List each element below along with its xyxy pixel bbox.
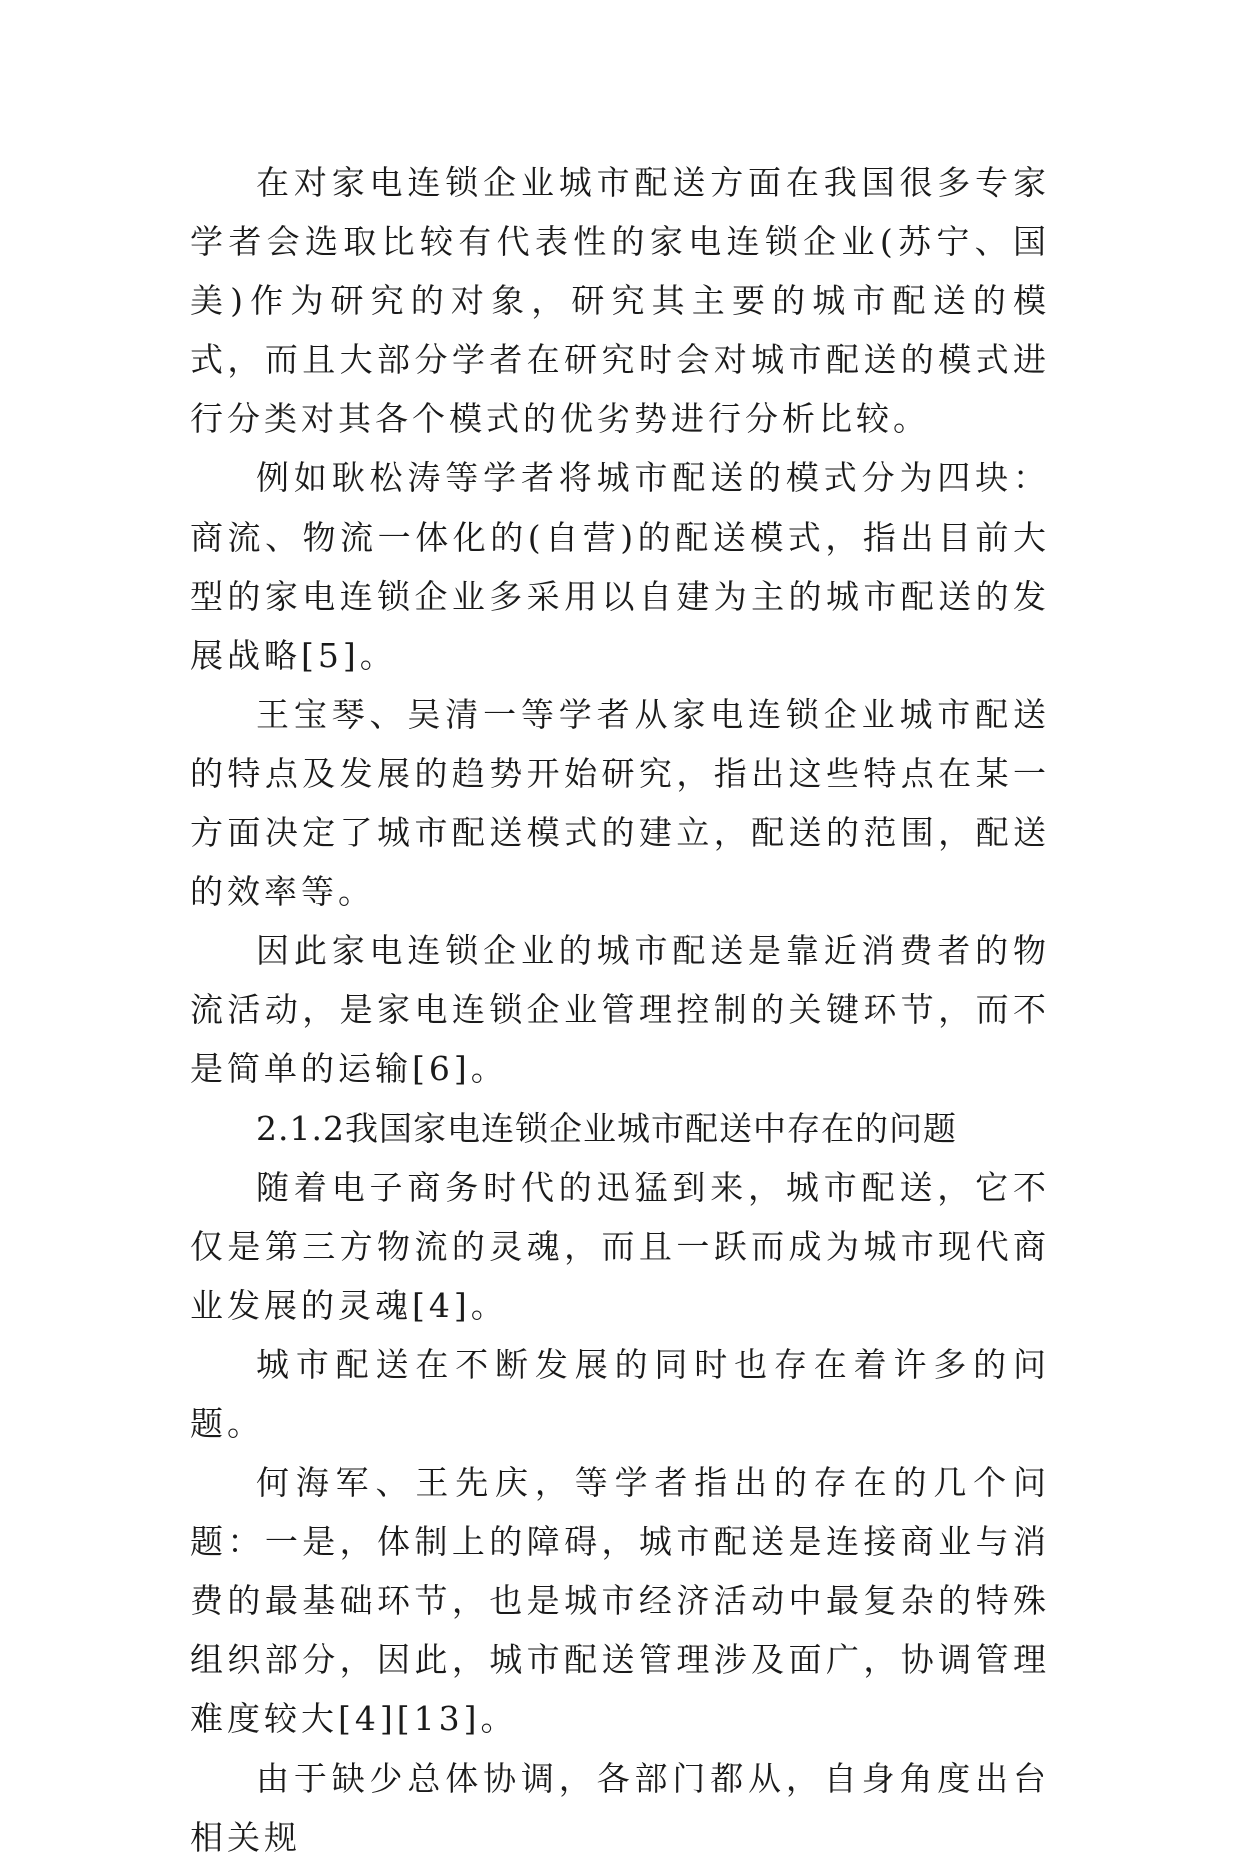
paragraph: 王宝琴、吴清一等学者从家电连锁企业城市配送的特点及发展的趋势开始研究，指出这些特点在某一方面决定了城市配送模式的建立，配送的范围，配送的效率等。 <box>190 694 1050 912</box>
paragraph: 城市配送在不断发展的同时也存在着许多的问题。 <box>190 1344 1050 1443</box>
paragraph: 因此家电连锁企业的城市配送是靠近消费者的物流活动，是家电连锁企业管理控制的关键环节，而不是简单的运输[6]。 <box>190 931 1050 1089</box>
document-body <box>190 153 1050 1867</box>
paragraph: 例如耿松涛等学者将城市配送的模式分为四块：商流、物流一体化的(自营)的配送模式，指出目前大型的家电连锁企业多采用以自建为主的城市配送的发展战略[5]。 <box>190 458 1050 675</box>
paragraph: 何海军、王先庆，等学者指出的存在的几个问题：一是，体制上的障碍，城市配送是连接商业与消费的最基础环节，也是城市经济活动中最复杂的特殊组织部分，因此，城市配送管理涉及面广，协调管理难度较大[4][13]。 <box>190 1463 1050 1739</box>
section-heading: 2.1.2我国家电连锁企业城市配送中存在的问题 <box>256 1108 957 1148</box>
paragraph: 随着电子商务时代的迅猛到来，城市配送，它不仅是第三方物流的灵魂，而且一跃而成为城市现代商业发展的灵魂[4]。 <box>190 1167 1050 1325</box>
paragraph: 在对家电连锁企业城市配送方面在我国很多专家学者会选取比较有代表性的家电连锁企业(苏宁、国美)作为研究的对象，研究其主要的城市配送的模式，而且大部分学者在研究时会对城市配送的模式进行分类对其各个模式的优劣势进行分析比较。 <box>190 163 1050 439</box>
paragraph: 由于缺少总体协调，各部门都从，自身角度出台相关规 <box>190 1758 1050 1857</box>
